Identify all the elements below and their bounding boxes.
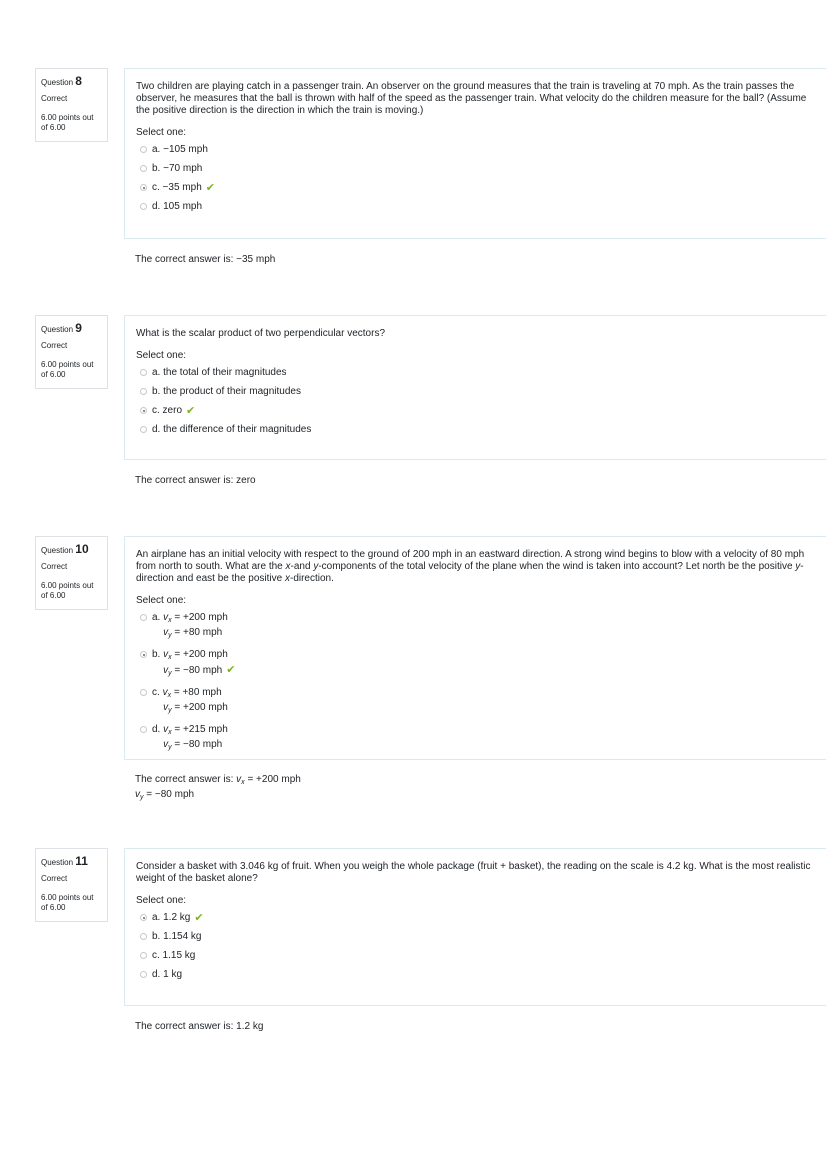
feedback-prefix: The correct answer is: (135, 774, 237, 785)
correct-answer-feedback: The correct answer is: 1.2 kg (135, 1021, 264, 1032)
question-text-segment: An airplane has an initial velocity with respect to the ground of 200 mph in an eastward direction. A strong wind begins to blow with a velocity of 80 mph from north to south. What are the (136, 549, 805, 572)
subscript-x: x (167, 692, 172, 699)
answer-label: d. 1 kg (152, 969, 183, 980)
radio-button-selected[interactable] (140, 651, 147, 658)
answer-option[interactable] (136, 609, 816, 646)
answer-option[interactable] (136, 179, 816, 198)
question-text-italic: y (313, 561, 319, 572)
answer-label: b. 1.154 kg (152, 931, 202, 942)
checkmark-icon: ✔ (186, 405, 196, 417)
radio-button-selected[interactable] (140, 914, 147, 921)
answer-option[interactable] (136, 364, 816, 383)
answer-letter: a. (152, 612, 161, 623)
select-one-prompt: Select one: (136, 127, 187, 138)
answer-option[interactable] (136, 160, 816, 179)
question-text: Two children are playing catch in a passenger train. An observer on the ground measures that the train is traveling at 70 mph. As the train passes the observer, he measures that the ball is thrown with half of the speed as the passenger train. What velocity do the children measure for the ball? (Assume the positive direction is the direction in which the train is moving.) (136, 81, 807, 116)
question-text-italic: x (285, 561, 291, 572)
radio-button[interactable] (140, 146, 147, 153)
correct-answer-feedback (135, 774, 301, 804)
question-info (35, 848, 108, 922)
subscript-x: x (168, 729, 172, 736)
question-number: 8 (75, 74, 82, 88)
answer-label (152, 724, 228, 754)
answer-label (152, 687, 228, 717)
answer-label: a. −105 mph (152, 144, 208, 155)
radio-button[interactable] (140, 388, 147, 395)
variable-v: v (163, 627, 169, 638)
question-label: Question (41, 325, 74, 334)
question-state: Correct (41, 874, 68, 883)
radio-button[interactable] (140, 369, 147, 376)
variable-v: v (163, 649, 169, 660)
question-label: Question (41, 78, 74, 87)
variable-v: v (236, 774, 242, 785)
answer-option[interactable] (136, 141, 816, 160)
question-content (124, 848, 826, 1006)
vy-value: = +80 mph (174, 627, 223, 638)
subscript-x: x (241, 779, 245, 786)
answer-label: b. −70 mph (152, 163, 203, 174)
vx-value: = +80 mph (173, 687, 222, 698)
answer-label: b. the product of their magnitudes (152, 386, 301, 397)
radio-button[interactable] (140, 203, 147, 210)
answer-label: d. 105 mph (152, 201, 203, 212)
question-text-segment: -direction. (289, 573, 334, 584)
answer-option[interactable] (136, 383, 816, 402)
question-text-segment: -components of the total velocity of the plane when the wind is taken into account? Let north be the positive (318, 561, 796, 572)
radio-button-selected[interactable] (140, 407, 147, 414)
vy-value: = −80 mph (174, 739, 223, 750)
checkmark-icon: ✔ (194, 912, 204, 924)
question-text-segment: -direction and east be the positive (136, 561, 804, 584)
answer-list (136, 609, 816, 758)
variable-v: v (163, 739, 169, 750)
subscript-y: y (168, 670, 172, 677)
question-grade: 6.00 points out of 6.00 (41, 893, 94, 912)
question-label: Question (41, 546, 74, 555)
question-info (35, 315, 108, 389)
radio-button[interactable] (140, 726, 147, 733)
question-text-italic: x (284, 573, 290, 584)
radio-button[interactable] (140, 952, 147, 959)
answer-option[interactable] (136, 909, 816, 928)
radio-button[interactable] (140, 971, 147, 978)
question-number: 9 (75, 321, 82, 335)
select-one-prompt: Select one: (136, 350, 187, 361)
vy-value: = −80 mph (146, 789, 195, 800)
question-state: Correct (41, 562, 68, 571)
question-content (124, 536, 826, 760)
question-text: What is the scalar product of two perpendicular vectors? (136, 328, 386, 339)
answer-option[interactable] (136, 646, 816, 684)
answer-letter: c. (152, 687, 160, 698)
subscript-y: y (140, 794, 144, 801)
answer-label (152, 612, 228, 642)
variable-v: v (135, 789, 140, 800)
answer-label: a. 1.2 kg (152, 912, 191, 923)
question-number: 11 (75, 854, 88, 868)
subscript-y: y (168, 707, 172, 714)
answer-label: a. the total of their magnitudes (152, 367, 287, 378)
answer-list (136, 364, 816, 440)
question-info (35, 68, 108, 142)
answer-label: c. zero (152, 405, 183, 416)
variable-v: v (163, 612, 169, 623)
vy-value: = +200 mph (174, 702, 228, 713)
select-one-prompt: Select one: (136, 895, 187, 906)
answer-option[interactable] (136, 684, 816, 721)
vx-value: = +200 mph (174, 649, 228, 660)
vy-value: = −80 mph (174, 665, 223, 676)
variable-v: v (163, 665, 169, 676)
question-info (35, 536, 108, 610)
question-text-italic: y (795, 561, 801, 572)
answer-label (152, 649, 235, 680)
radio-button[interactable] (140, 689, 147, 696)
question-number: 10 (75, 542, 89, 556)
question-label: Question (41, 858, 74, 867)
radio-button[interactable] (140, 933, 147, 940)
subscript-x: x (168, 654, 172, 661)
radio-button[interactable] (140, 165, 147, 172)
question-content (124, 315, 826, 460)
checkmark-icon: ✔ (226, 664, 236, 676)
answer-option[interactable] (136, 947, 816, 966)
answer-option[interactable] (136, 966, 816, 985)
question-text: Consider a basket with 3.046 kg of fruit. When you weigh the whole package (fruit + basket), the reading on the scale is 4.2 kg. What is the most realistic weight of the basket alone? (136, 861, 811, 884)
subscript-y: y (168, 632, 172, 639)
vx-value: = +215 mph (174, 724, 228, 735)
question-content (124, 68, 826, 239)
answer-label: c. 1.15 kg (152, 950, 196, 961)
correct-answer-feedback: The correct answer is: −35 mph (135, 254, 276, 265)
select-one-prompt: Select one: (136, 595, 187, 606)
radio-button[interactable] (140, 614, 147, 621)
radio-button-selected[interactable] (140, 184, 147, 191)
correct-answer-feedback: The correct answer is: zero (135, 475, 256, 486)
variable-v: v (162, 687, 168, 698)
answer-label: c. −35 mph (152, 182, 202, 193)
vx-value: = +200 mph (174, 612, 228, 623)
question-grade: 6.00 points out of 6.00 (41, 581, 94, 600)
answer-option[interactable] (136, 421, 816, 440)
vx-value: = +200 mph (247, 774, 301, 785)
variable-v: v (163, 724, 169, 735)
answer-option[interactable] (136, 402, 816, 421)
answer-option[interactable] (136, 198, 816, 217)
answer-list (136, 909, 816, 985)
answer-option[interactable] (136, 928, 816, 947)
answer-letter: d. (152, 724, 161, 735)
variable-v: v (163, 702, 169, 713)
subscript-x: x (168, 617, 172, 624)
subscript-y: y (168, 744, 172, 751)
answer-label: d. the difference of their magnitudes (152, 424, 312, 435)
answer-option[interactable] (136, 721, 816, 758)
question-grade: 6.00 points out of 6.00 (41, 113, 94, 132)
question-text-segment: -and (290, 561, 314, 572)
question-state: Correct (41, 341, 68, 350)
question-grade: 6.00 points out of 6.00 (41, 360, 94, 379)
answer-letter: b. (152, 649, 161, 660)
checkmark-icon: ✔ (205, 182, 215, 194)
radio-button[interactable] (140, 426, 147, 433)
question-text (136, 549, 816, 585)
question-state: Correct (41, 94, 68, 103)
answer-list (136, 141, 816, 217)
